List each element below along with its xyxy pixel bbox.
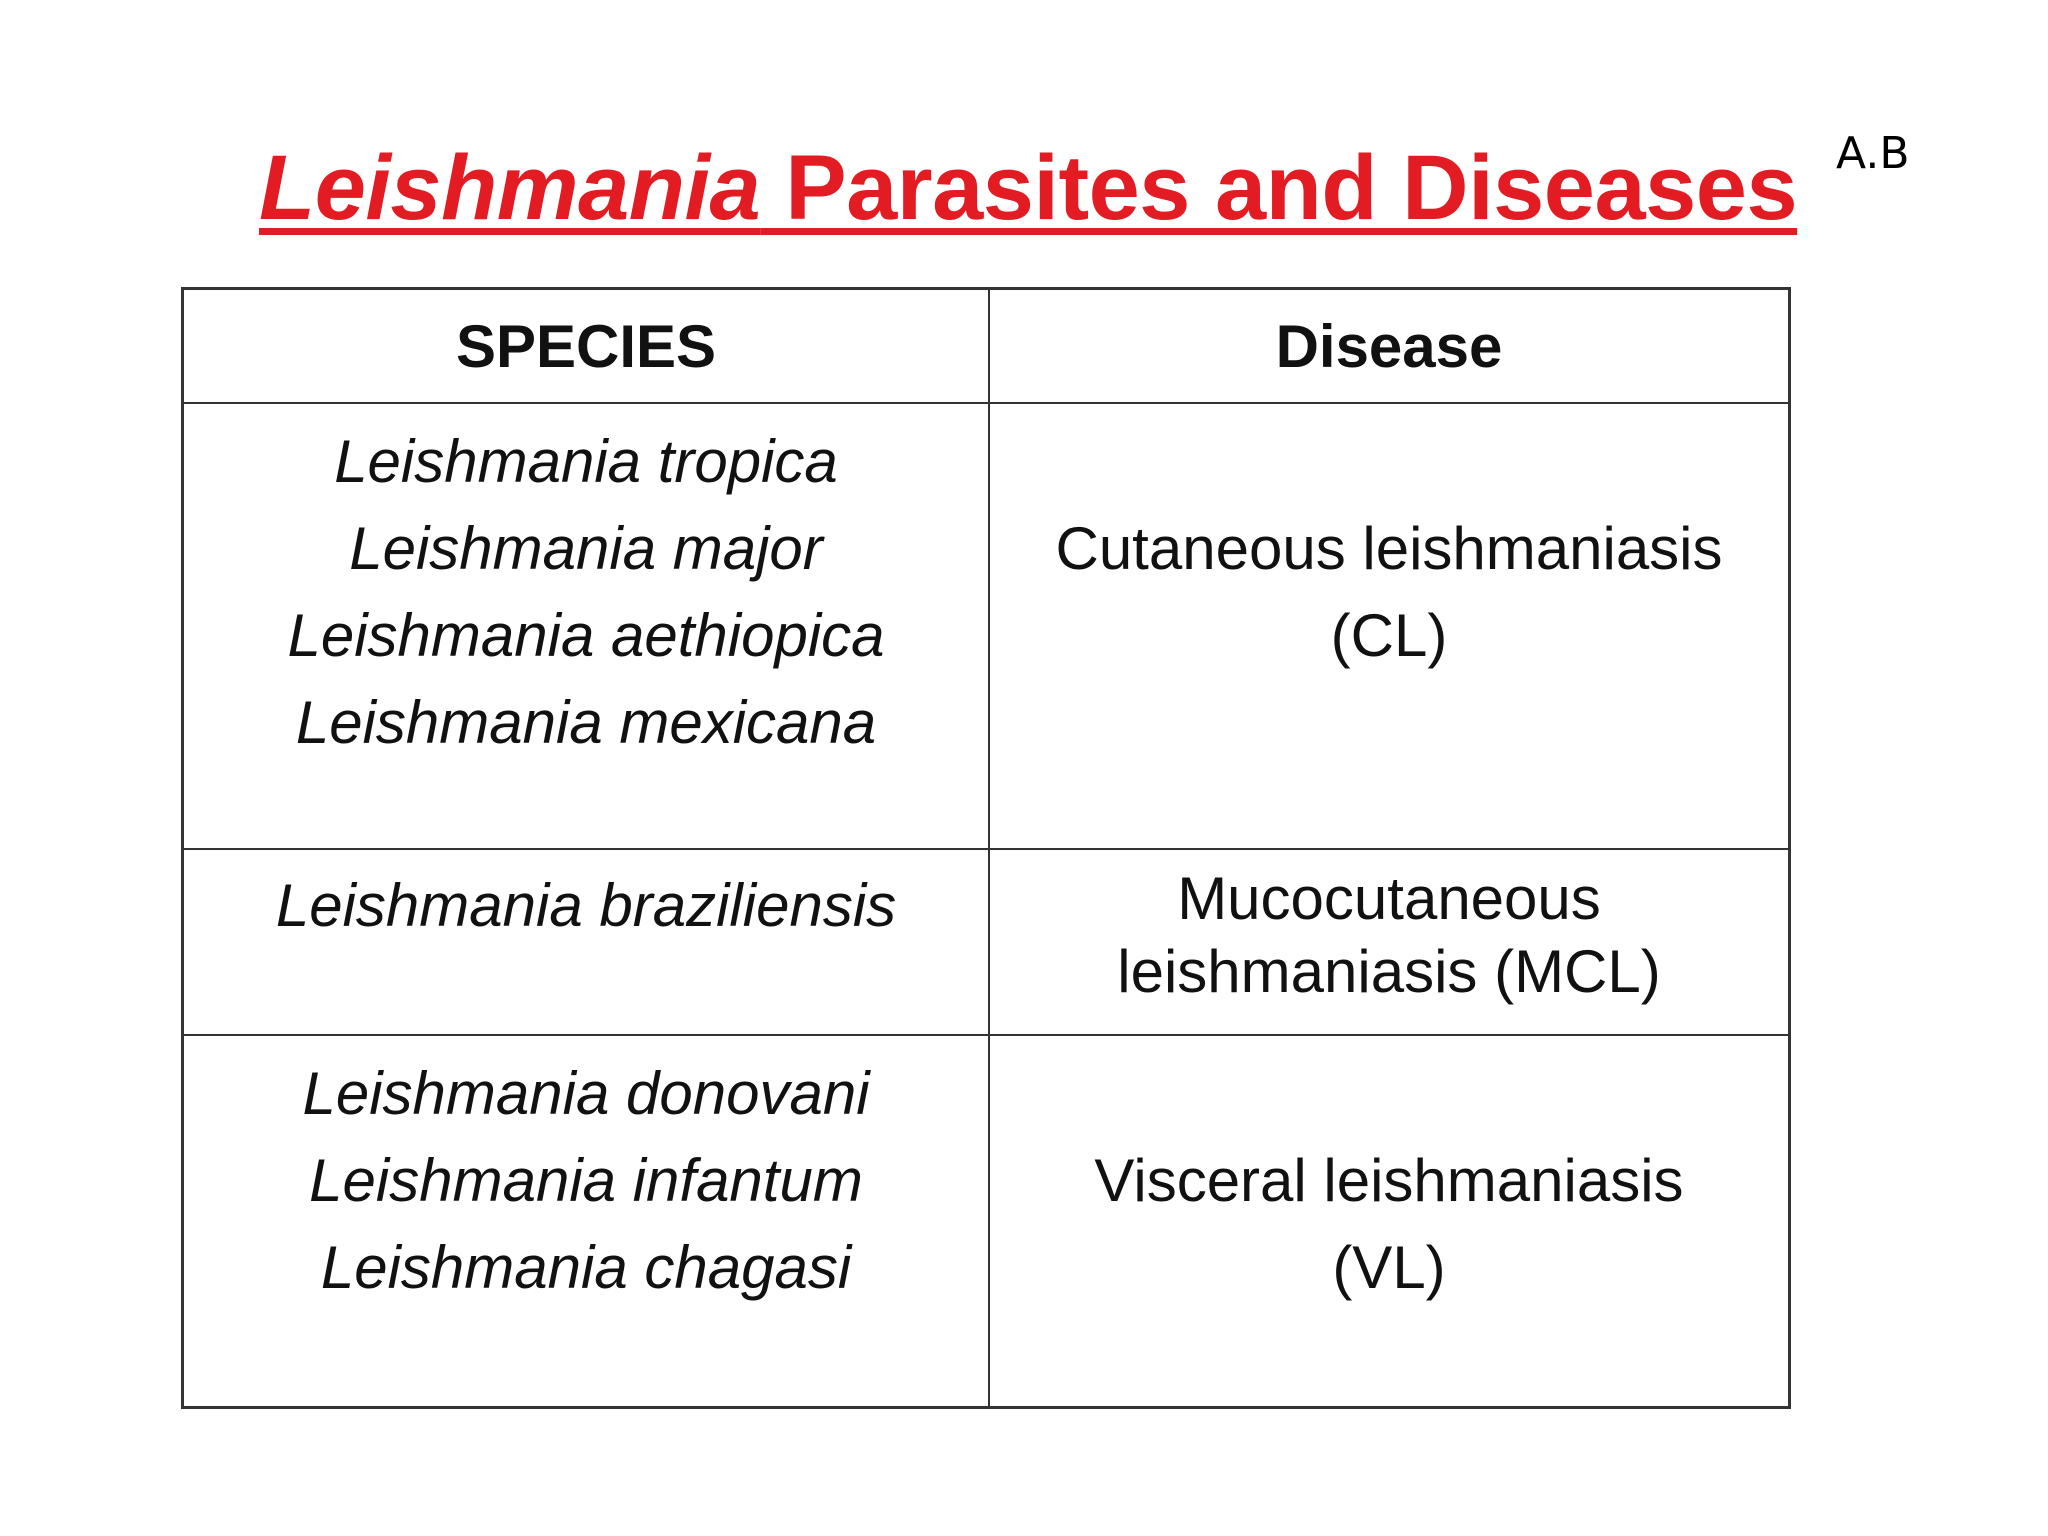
disease-abbreviation: (VL) bbox=[1332, 1234, 1446, 1301]
disease-name: Visceral leishmaniasis bbox=[1094, 1147, 1684, 1214]
species-name: Leishmania braziliensis bbox=[275, 872, 897, 939]
species-name: Leishmania donovani bbox=[302, 1060, 870, 1127]
disease-abbreviation: (CL) bbox=[1330, 602, 1448, 669]
header-species: SPECIES bbox=[184, 290, 990, 404]
header-disease: Disease bbox=[990, 290, 1788, 404]
slide-title bbox=[259, 137, 1798, 239]
species-name: Leishmania major bbox=[349, 515, 823, 582]
species-name: Leishmania tropica bbox=[334, 428, 838, 495]
disease-cell-vl bbox=[990, 1036, 1788, 1406]
disease-cell-cl bbox=[990, 404, 1788, 850]
disease-name: Cutaneous leishmaniasis bbox=[1055, 515, 1723, 582]
author-initials: A.B bbox=[1836, 128, 1910, 179]
species-name: Leishmania mexicana bbox=[295, 689, 877, 756]
species-cell-mcl bbox=[184, 850, 990, 1036]
disease-cell-mcl bbox=[990, 850, 1788, 1036]
title-genus: Leishmania bbox=[259, 137, 761, 239]
species-cell-vl bbox=[184, 1036, 990, 1406]
species-cell-cl bbox=[184, 404, 990, 850]
species-disease-table bbox=[181, 287, 1791, 1409]
species-name: Leishmania chagasi bbox=[320, 1234, 852, 1301]
disease-name: Mucocutaneous bbox=[1177, 865, 1601, 932]
title-rest: Parasites and Diseases bbox=[760, 137, 1798, 239]
species-name: Leishmania aethiopica bbox=[287, 602, 885, 669]
species-name: Leishmania infantum bbox=[309, 1147, 863, 1214]
disease-name-abbreviation: leishmaniasis (MCL) bbox=[1117, 938, 1661, 1005]
